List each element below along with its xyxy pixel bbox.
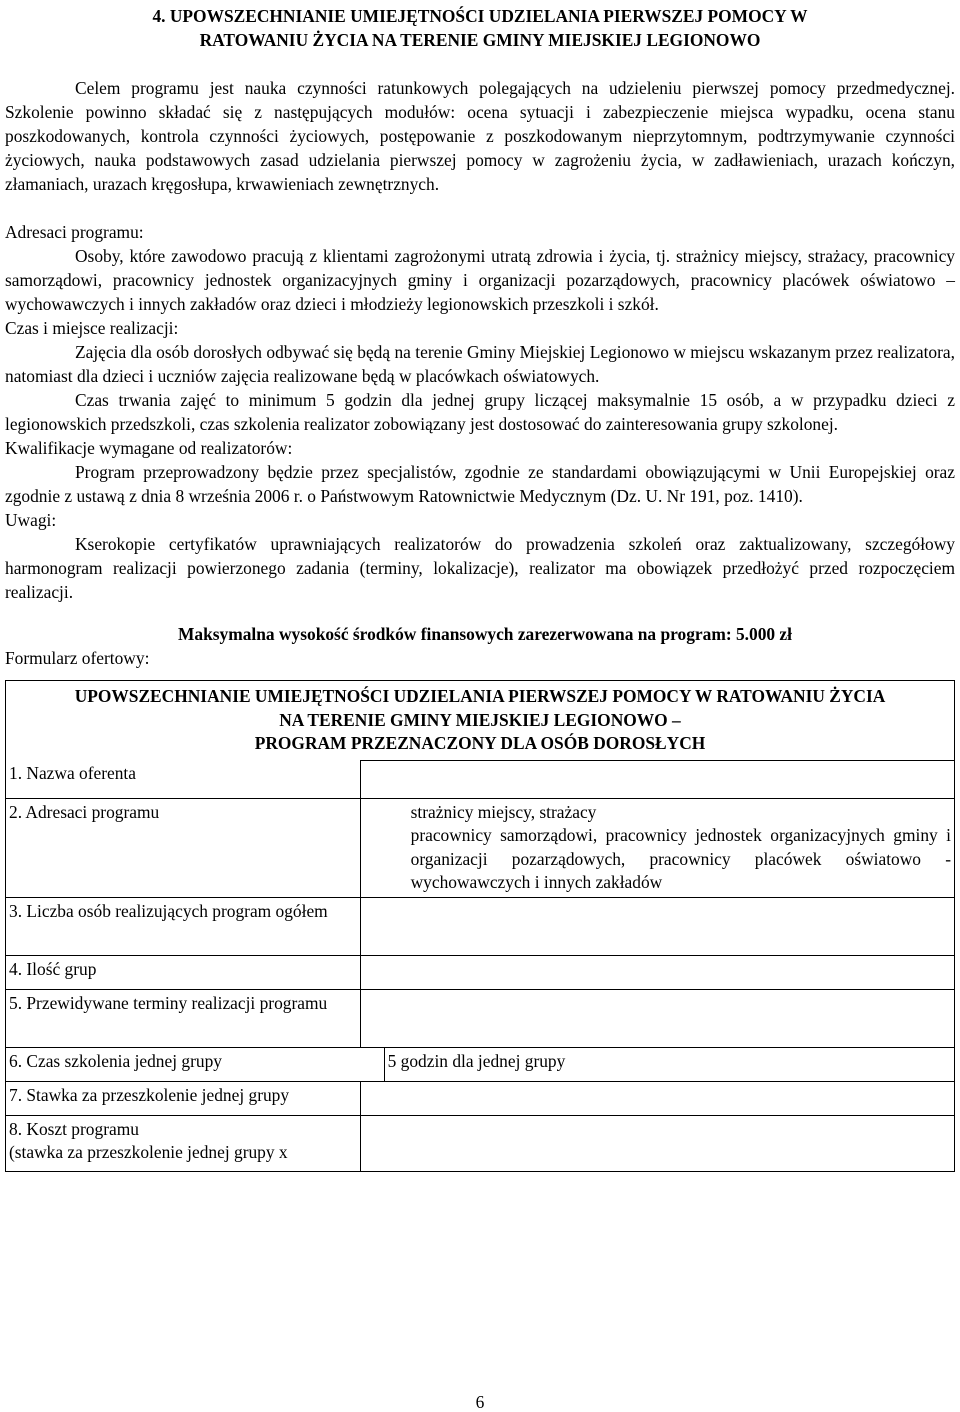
row-value-2a: strażnicy miejscy, strażacy xyxy=(410,801,597,822)
row-label-5: 5. Przewidywane terminy realizacji programu xyxy=(6,989,361,1047)
kwalifikacje-label: Kwalifikacje wymagane od realizatorów: xyxy=(5,438,293,458)
row-value-5[interactable] xyxy=(360,989,954,1047)
intro-paragraph: Celem programu jest nauka czynności ratunkowych polegających na udzieleniu pierwszej pomocy przedmedycznej. Szkolenie powinno składać się z następujących modułów: ocena sytuacji i zabezpieczenie miejsca wypadku, ocena stanu poszkodowanych, kontrola czynności życiowych, postępowanie z poszkodowanym nieprzytomnym, podtrzymywanie czynności życiowych, nauka podstawowych zasad udzielania pierwszej pomocy w zagrożeniu życia, w zadławieniach, urazach kończyn, złamaniach, urazach kręgosłupa, krwawieniach zewnętrznych. xyxy=(5,78,955,194)
adresaci-label: Adresaci programu: xyxy=(5,222,144,242)
form-title-line2: NA TERENIE GMINY MIEJSKIEJ LEGIONOWO – xyxy=(279,709,681,730)
row-value-2b: pracownicy samorządowi, pracownicy jednostek organizacyjnych gminy i organizacji pozarządowych, pracownicy placówek oświatowo - wychowawczych i innych zakładów xyxy=(410,825,951,892)
czas-paragraph-2: Czas trwania zajęć to minimum 5 godzin dla jednej grupy liczącej maksymalnie 15 osób, a w przypadku dzieci z legionowskich przedszkoli, czas szkolenia realizator zobowiązany jest dostosować do zainteresowania grupy szkolonej. xyxy=(5,390,955,434)
max-funds: Maksymalna wysokość środków finansowych zarezerwowana na program: 5.000 zł xyxy=(178,624,792,644)
row-label-8b: (stawka za przeszkolenie jednej grupy x xyxy=(9,1142,288,1162)
form-title xyxy=(6,681,955,761)
row-value-3[interactable] xyxy=(360,897,954,955)
row-label-4: 4. Ilość grup xyxy=(6,955,361,989)
row-label-2: 2. Adresaci programu xyxy=(6,798,361,897)
uwagi-paragraph: Kserokopie certyfikatów uprawniających realizatorów do prowadzenia szkoleń oraz zaktualizowany, szczegółowy harmonogram realizacji powierzonego zadania (terminy, lokalizacje), realizator ma obowiązek przedłożyć przed rozpoczęciem realizacji. xyxy=(5,534,955,602)
row-value-6[interactable]: 5 godzin dla jednej grupy xyxy=(384,1047,954,1081)
form-label: Formularz ofertowy: xyxy=(5,648,150,668)
row-value-7[interactable] xyxy=(360,1081,954,1115)
document-page xyxy=(5,4,955,1172)
czas-label: Czas i miejsce realizacji: xyxy=(5,318,179,338)
uwagi-label: Uwagi: xyxy=(5,510,57,530)
page-number: 6 xyxy=(475,1392,485,1412)
row-label-1: 1. Nazwa oferenta xyxy=(6,760,361,798)
czas-paragraph-1: Zajęcia dla osób dorosłych odbywać się będą na terenie Gminy Miejskiej Legionowo w miejscu wskazanym przez realizatora, natomiast dla dzieci i uczniów zajęcia realizowane będą w placówkach oświatowych. xyxy=(5,342,955,386)
row-value-8[interactable] xyxy=(360,1115,954,1171)
row-label-8 xyxy=(6,1115,361,1171)
offer-form-table xyxy=(5,680,955,1172)
row-label-6: 6. Czas szkolenia jednej grupy xyxy=(6,1047,385,1081)
form-title-line3: PROGRAM PRZEZNACZONY DLA OSÓB DOROSŁYCH xyxy=(254,733,706,753)
section-heading xyxy=(5,4,955,52)
row-value-4[interactable] xyxy=(360,955,954,989)
kwalifikacje-paragraph: Program przeprowadzony będzie przez specjalistów, zgodnie ze standardami obowiązującymi w Unii Europejskiej oraz zgodnie z ustawą z dnia 8 września 2006 r. o Państwowym Ratownictwie Medycznym (Dz. U. Nr 191, poz. 1410). xyxy=(5,462,955,506)
row-label-7: 7. Stawka za przeszkolenie jednej grupy xyxy=(6,1081,361,1115)
adresaci-paragraph: Osoby, które zawodowo pracują z klientami zagrożonymi utratą zdrowia i życia, tj. strażnicy miejscy, strażacy, pracownicy samorządowi, pracownicy jednostek organizacyjnych gminy i organizacji pozarządowych, pracownicy placówek oświatowo – wychowawczych i innych zakładów oraz dzieci i młodzieży legionowskich przeszkoli i szkół. xyxy=(5,246,955,314)
section-heading-line1: 4. UPOWSZECHNIANIE UMIEJĘTNOŚCI UDZIELANIA PIERWSZEJ POMOCY W xyxy=(152,6,808,26)
row-value-1[interactable] xyxy=(360,760,954,798)
row-label-8a: 8. Koszt programu xyxy=(9,1118,139,1139)
row-value-2[interactable] xyxy=(360,798,954,897)
row-label-3: 3. Liczba osób realizujących program ogółem xyxy=(6,897,361,955)
section-heading-line2: RATOWANIU ŻYCIA NA TERENIE GMINY MIEJSKIEJ LEGIONOWO xyxy=(199,30,761,50)
form-title-line1: UPOWSZECHNIANIE UMIEJĘTNOŚCI UDZIELANIA PIERWSZEJ POMOCY W RATOWANIU ŻYCIA xyxy=(74,686,886,706)
